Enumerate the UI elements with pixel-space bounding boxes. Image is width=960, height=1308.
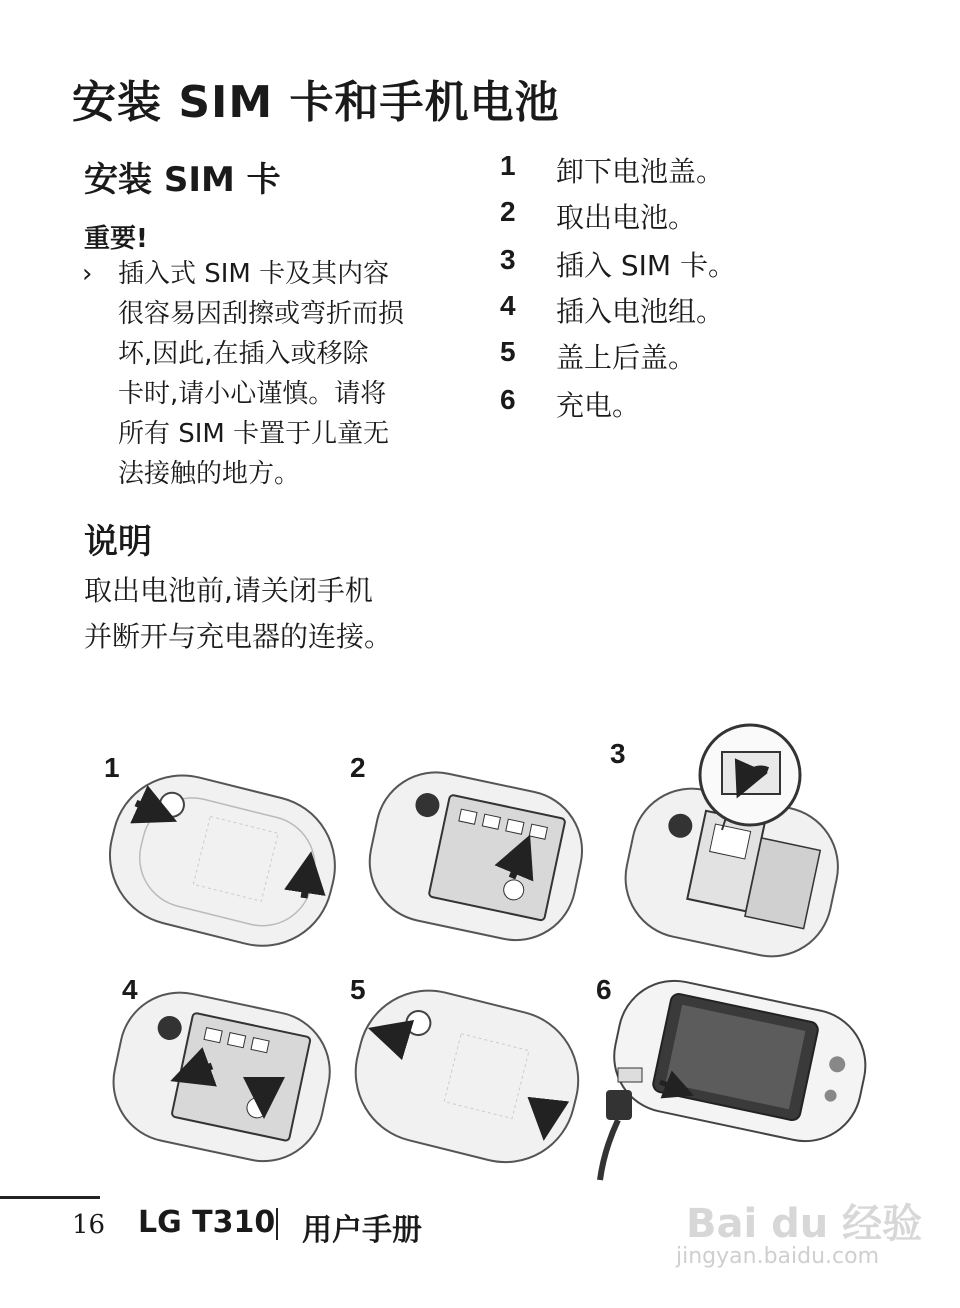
battery-insert-icon: [102, 981, 341, 1172]
step-number: 6: [500, 384, 516, 415]
note-line: 插入式 SIM 卡及其内容: [118, 259, 390, 289]
footer-separator: [276, 1208, 278, 1240]
step-number: 2: [500, 196, 516, 227]
phone-back-cover-icon: [95, 761, 350, 961]
explanation-line: 并断开与充电器的连接。: [84, 620, 393, 653]
step-text: 充电。: [556, 389, 641, 422]
note-line: 很容易因刮擦或弯折而损: [118, 299, 405, 329]
note-line: 卡时,请小心谨慎。请将: [118, 379, 387, 409]
figure-number: 2: [350, 752, 366, 783]
figure-number: 3: [610, 738, 626, 769]
footer-product: LG T310: [138, 1205, 276, 1240]
page-number: 16: [72, 1210, 106, 1240]
explanation-line: 取出电池前,请关闭手机: [84, 574, 373, 607]
step-number: 5: [500, 336, 516, 367]
charging-icon: [600, 970, 876, 1180]
figure-number: 1: [104, 752, 120, 783]
sim-insert-icon: [614, 725, 849, 967]
cover-close-icon: [341, 976, 593, 1177]
battery-removal-icon: [359, 761, 594, 951]
important-label: 重要!: [84, 224, 148, 254]
step-number: 1: [500, 150, 516, 181]
watermark-logo: Bai du 经验: [686, 1201, 923, 1247]
figure-number: 6: [596, 974, 612, 1005]
note-line: 法接触的地方。: [118, 459, 301, 489]
step-text: 插入 SIM 卡。: [556, 249, 736, 282]
bullet-marker: ›: [82, 259, 93, 289]
step-text: 卸下电池盖。: [556, 155, 725, 188]
step-text: 取出电池。: [556, 201, 697, 234]
footer-manual-title: 用户手册: [302, 1213, 422, 1248]
step-number: 4: [500, 290, 516, 321]
figure-number: 4: [122, 974, 138, 1005]
step-number: 3: [500, 244, 516, 275]
step-text: 盖上后盖。: [556, 341, 697, 374]
watermark-url: jingyan.baidu.com: [676, 1244, 880, 1269]
page-title: 安装 SIM 卡和手机电池: [72, 77, 560, 128]
step-text: 插入电池组。: [556, 295, 725, 328]
footer-rule: [0, 1196, 100, 1199]
explanation-heading: 说明: [84, 522, 152, 562]
figure-number: 5: [350, 974, 366, 1005]
note-line: 坏,因此,在插入或移除: [118, 339, 369, 369]
note-line: 所有 SIM 卡置于儿童无: [118, 419, 390, 449]
install-sim-heading: 安装 SIM 卡: [84, 160, 281, 200]
